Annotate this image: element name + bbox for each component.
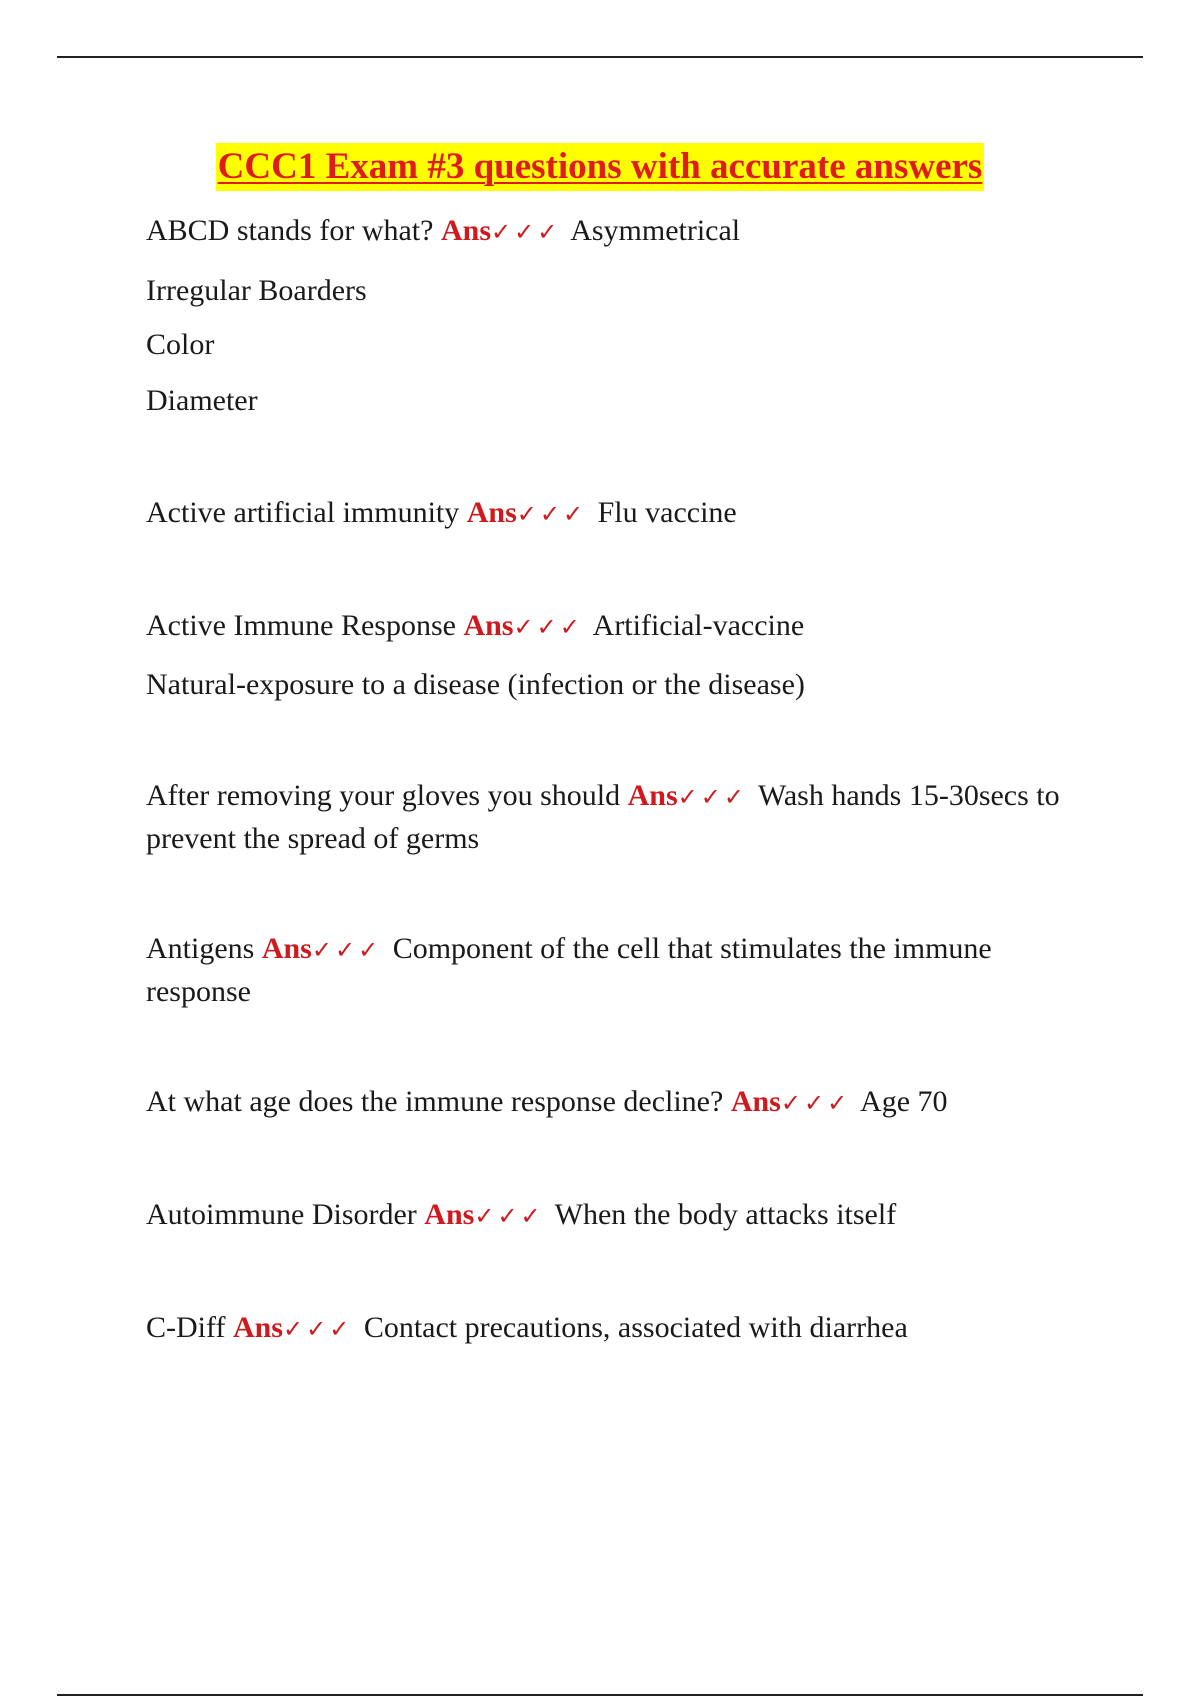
- qa-item: [146, 1194, 1076, 1237]
- qa-item: [146, 1081, 1076, 1124]
- question-text: Active Immune Response: [146, 609, 456, 642]
- checkmark-icon: ✓✓✓: [491, 218, 561, 246]
- answer-text: Age 70: [860, 1085, 948, 1118]
- checkmark-icon: ✓✓✓: [780, 1089, 851, 1117]
- bottom-rule: [57, 1694, 1143, 1696]
- top-rule: [57, 56, 1143, 58]
- qa-item: [146, 605, 1076, 705]
- checkmark-icon: ✓✓✓: [311, 936, 382, 964]
- qa-item: [146, 1307, 1076, 1350]
- ans-label: Ans: [627, 779, 678, 812]
- ans-label: Ans: [261, 932, 312, 965]
- checkmark-icon: ✓✓✓: [677, 783, 747, 811]
- answer-text: Contact precautions, associated with diarrhea: [363, 1311, 908, 1344]
- answer-text: When the body attacks itself: [554, 1198, 897, 1231]
- question-text: After removing your gloves you should: [146, 779, 621, 812]
- question-text: At what age does the immune response decline?: [146, 1085, 724, 1118]
- answer-text: Asymmetrical: [570, 214, 741, 247]
- document-title: CCC1 Exam #3 questions with accurate answers: [216, 143, 985, 191]
- answer-line: Color: [146, 328, 215, 361]
- question-text: C-Diff: [146, 1311, 226, 1344]
- ans-label: Ans: [232, 1311, 283, 1344]
- checkmark-icon: ✓✓✓: [282, 1315, 353, 1343]
- question-text: Active artificial immunity: [146, 496, 460, 529]
- ans-label: Ans: [463, 609, 514, 642]
- checkmark-icon: ✓✓✓: [474, 1202, 544, 1230]
- checkmark-icon: ✓✓✓: [513, 613, 583, 641]
- checkmark-icon: ✓✓✓: [516, 500, 587, 528]
- ans-label: Ans: [424, 1198, 475, 1231]
- question-text: Antigens: [146, 932, 255, 965]
- qa-item: [146, 210, 1076, 421]
- ans-label: Ans: [466, 496, 517, 529]
- ans-label: Ans: [440, 214, 491, 247]
- question-text: ABCD stands for what?: [146, 214, 434, 247]
- answer-text: Component of the cell that stimulates the immune response: [146, 932, 992, 1008]
- answer-text: Artificial-vaccine: [592, 609, 805, 642]
- answer-line: Natural-exposure to a disease (infection or the disease): [146, 668, 805, 701]
- title-container: [0, 143, 1200, 191]
- question-text: Autoimmune Disorder: [146, 1198, 417, 1231]
- ans-label: Ans: [730, 1085, 781, 1118]
- answer-line: Irregular Boarders: [146, 274, 367, 307]
- answer-line: Diameter: [146, 384, 258, 417]
- qa-item: [146, 928, 1076, 1012]
- answer-text: Flu vaccine: [597, 496, 737, 529]
- answer-text: Wash hands 15-30secs to prevent the spread of germs: [146, 779, 1060, 855]
- qa-item: [146, 775, 1076, 859]
- qa-item: [146, 492, 1076, 535]
